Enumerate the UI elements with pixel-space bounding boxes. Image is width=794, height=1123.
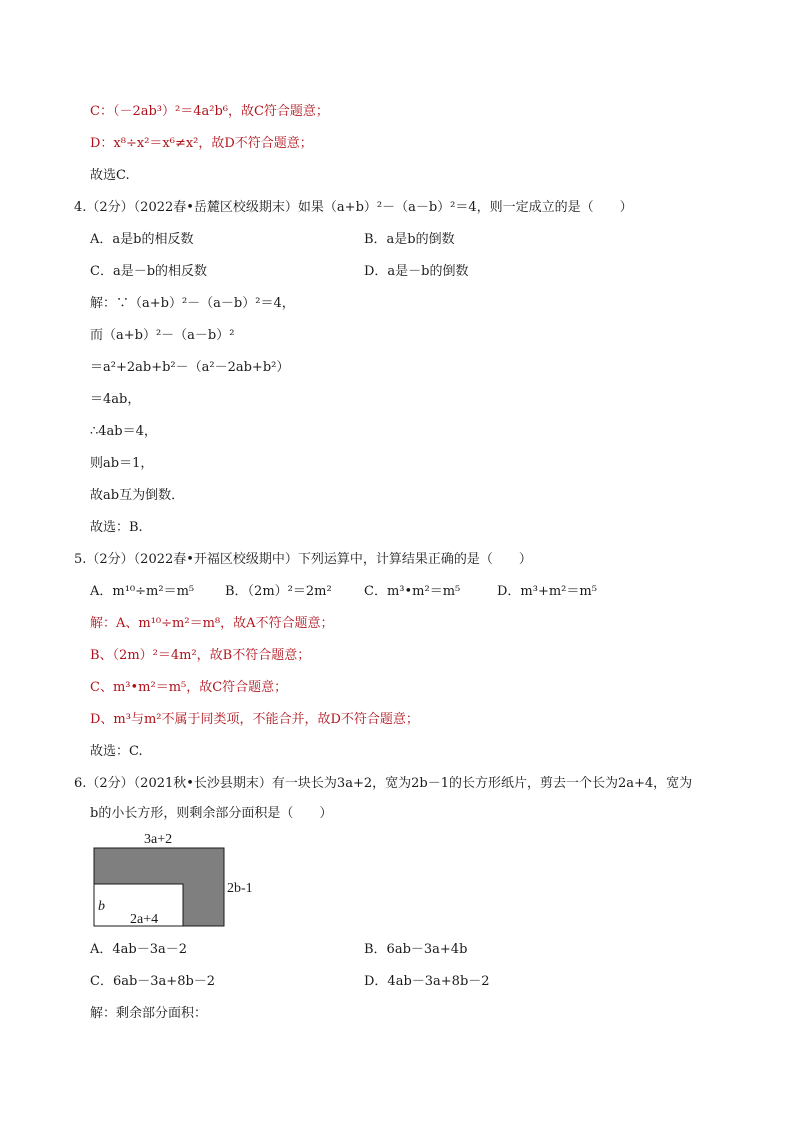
q6-option-b: B．6ab－3a+4b (364, 942, 468, 957)
q4-solution-line: 则ab＝1， (90, 456, 154, 471)
q6-stem-line-2: b的小长方形，则剩余部分面积是（ ） (90, 806, 333, 821)
q6-option-c: C．6ab－3a+8b－2 (90, 974, 216, 989)
label-width-right: 2b-1 (227, 881, 253, 896)
q4-solution-line: 而（a+b）²－（a－b）² (90, 328, 235, 343)
q4-option-b: B．a是b的倒数 (364, 232, 455, 247)
q6-solution-start: 解：剩余部分面积： (90, 1006, 208, 1021)
q4-option-a: A．a是b的相反数 (90, 232, 194, 247)
q4-stem: 4.（2分）（2022春•岳麓区校级期末）如果（a+b）²－（a－b）²＝4，则一定成立的是（ ） (74, 200, 633, 215)
q4-solution-line: ＝4ab， (90, 392, 141, 407)
label-length-top: 3a+2 (144, 832, 173, 847)
q4-solution-answer: 故选：B. (90, 520, 143, 535)
q6-stem-line-1: 6.（2分）（2021秋•长沙县期末）有一块长为3a+2，宽为2b－1的长方形纸片，剪去一个长为2a+4，宽为 (74, 776, 693, 791)
q5-option-d: D．m³+m²＝m⁵ (497, 584, 597, 599)
prev-solution-line-d: D：x⁸÷x²＝x⁶≠x²，故D不符合题意； (90, 136, 313, 151)
q5-option-c: C．m³•m²＝m⁵ (364, 584, 461, 599)
q5-solution-line: 解：A、m¹⁰÷m²＝m⁸，故A不符合题意； (90, 616, 334, 631)
q4-solution-line: ＝a²+2ab+b²－（a²－2ab+b²） (90, 360, 290, 375)
prev-solution-answer: 故选C. (90, 168, 130, 183)
q4-solution-line: 故ab互为倒数． (90, 488, 185, 503)
label-inner-width: b (98, 899, 105, 914)
q6-rectangle-diagram (88, 826, 253, 928)
q5-stem: 5.（2分）（2022春•开福区校级期中）下列运算中，计算结果正确的是（ ） (74, 552, 532, 567)
q6-option-d: D．4ab－3a+8b－2 (364, 974, 490, 989)
q5-option-b: B．（2m）²＝2m² (225, 584, 332, 599)
prev-solution-line-c: C：（－2ab³）²＝4a²b⁶，故C符合题意； (90, 104, 329, 119)
q5-solution-line: B、（2m）²＝4m²，故B不符合题意； (90, 648, 311, 663)
q4-option-d: D．a是－b的倒数 (364, 264, 469, 279)
q5-solution-line: D、m³与m²不属于同类项，不能合并，故D不符合题意； (90, 712, 419, 727)
label-inner-length: 2a+4 (130, 912, 159, 927)
q4-solution-line: ∴4ab＝4， (90, 424, 157, 439)
q5-option-a: A．m¹⁰÷m²＝m⁵ (90, 584, 195, 599)
q6-option-a: A．4ab－3a－2 (90, 942, 188, 957)
q5-solution-line: C、m³•m²＝m⁵，故C符合题意； (90, 680, 288, 695)
q4-option-c: C．a是－b的相反数 (90, 264, 208, 279)
q4-solution-line: 解：∵（a+b）²－（a－b）²＝4， (90, 296, 295, 311)
q5-solution-answer: 故选：C. (90, 744, 143, 759)
